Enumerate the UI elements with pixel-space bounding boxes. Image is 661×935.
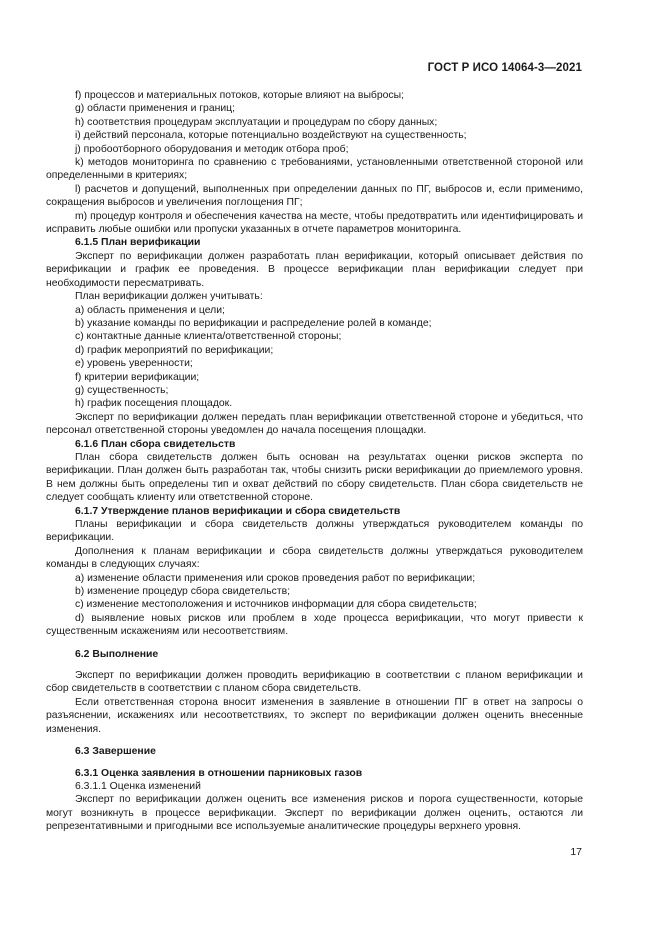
list-item: d) график мероприятий по верификации;: [75, 344, 274, 356]
list-item: a) изменение области применения или сроков проведения работ по верификации;: [75, 572, 476, 584]
paragraph: Если ответственная сторона вносит изменения в заявление в отношении ПГ в ответ на запросы о разъяснении, искажениях или несоответствиях, то эксперт по верификации должен оценить внесенные изменения.: [46, 696, 583, 735]
list-item: b) указание команды по верификации и распределение ролей в команде;: [75, 317, 432, 329]
paragraph: Эксперт по верификации должен передать план верификации ответственной стороне и убедиться, что персонал ответственной стороны уведомлен до начала посещения площадки.: [46, 411, 583, 437]
list-item: c) контактные данные клиента/ответственной стороны;: [75, 331, 342, 343]
section-heading-6-1-7: 6.1.7 Утверждение планов верификации и сбора свидетельств: [75, 505, 401, 517]
section-heading-6-3-1: 6.3.1 Оценка заявления в отношении парниковых газов: [75, 767, 363, 779]
paragraph: Дополнения к планам верификации и сбора свидетельств должны утверждаться руководителем команды в следующих случаях:: [46, 545, 583, 571]
list-item: f) процессов и материальных потоков, которые влияют на выбросы;: [75, 90, 404, 101]
page-number: 17: [570, 846, 582, 858]
list-item: b) изменение процедур сбора свидетельств;: [75, 586, 291, 598]
section-heading-6-1-5: 6.1.5 План верификации: [75, 237, 201, 249]
paragraph: План сбора свидетельств должен быть основан на результатах оценки рисков эксперта по верификации. План должен быть разработан так, чтобы снизить риски верификации до приемлемого уровня. В нем должны быть определены тип и охват действий по сбору свидетельств. План сбора свидетельств не следует сообщать клиенту или ответственной стороне.: [46, 451, 583, 504]
list-item: m) процедур контроля и обеспечения качества на месте, чтобы предотвратить или идентифицировать и исправить любые ошибки или пропуски указанных в отчете параметров мониторинга.: [46, 210, 583, 236]
paragraph: План верификации должен учитывать:: [75, 291, 263, 303]
list-item: h) соответствия процедурам эксплуатации и процедурам по сбору данных;: [75, 116, 438, 128]
subsection-heading-6-3-1-1: 6.3.1.1 Оценка изменений: [75, 780, 201, 792]
paragraph: Планы верификации и сбора свидетельств должны утверждаться руководителем команды по верификации.: [46, 519, 583, 544]
paragraph: Эксперт по верификации должен разработать план верификации, который описывает действия по верификации и график ее проведения. В процессе верификации план верификации следует при необходимости пересматривать.: [46, 250, 583, 289]
section-heading-6-1-6: 6.1.6 План сбора свидетельств: [75, 438, 236, 450]
list-item: i) действий персонала, которые потенциально воздействуют на существенность;: [75, 130, 467, 142]
paragraph: Эксперт по верификации должен проводить верификацию в соответствии с планом верификации и сбор свидетельств в соответствии с планом сбора свидетельств.: [46, 670, 583, 695]
paragraph: Эксперт по верификации должен оценить все изменения рисков и порога существенности, которые могут возникнуть в процессе верификации. Эксперт по верификации должен оценить, остаются ли репрезентативными и пригодными все используемые аналитические процедуры верхнего уровня.: [46, 794, 583, 833]
document-body: [46, 89, 583, 834]
section-heading-6-3: 6.3 Завершение: [75, 746, 156, 758]
list-item: g) существенность;: [75, 384, 169, 396]
list-item: f) критерии верификации;: [75, 371, 200, 383]
list-item: l) расчетов и допущений, выполненных при определении данных по ПГ, выбросов и, если применимо, сокращения выбросов и увеличения поглощения ПГ;: [46, 183, 583, 209]
list-item: a) область применения и цели;: [75, 304, 225, 316]
document-id-header: ГОСТ Р ИСО 14064-3—2021: [427, 62, 582, 74]
section-heading-6-2: 6.2 Выполнение: [75, 648, 159, 660]
list-item: e) уровень уверенности;: [75, 358, 193, 370]
list-item: c) изменение местоположения и источников информации для сбора свидетельств;: [75, 599, 477, 611]
list-item: g) области применения и границ;: [75, 103, 235, 115]
list-item: h) график посещения площадок.: [75, 398, 233, 410]
list-item: d) выявление новых рисков или проблем в ходе процесса верификации, что могут привести к существенным искажениям или несоответствиям.: [46, 612, 583, 638]
list-item: j) пробоотборного оборудования и методик отбора проб;: [75, 143, 349, 155]
list-item: k) методов мониторинга по сравнению с требованиями, установленными ответственной стороной или определенными в критериях;: [46, 157, 583, 182]
